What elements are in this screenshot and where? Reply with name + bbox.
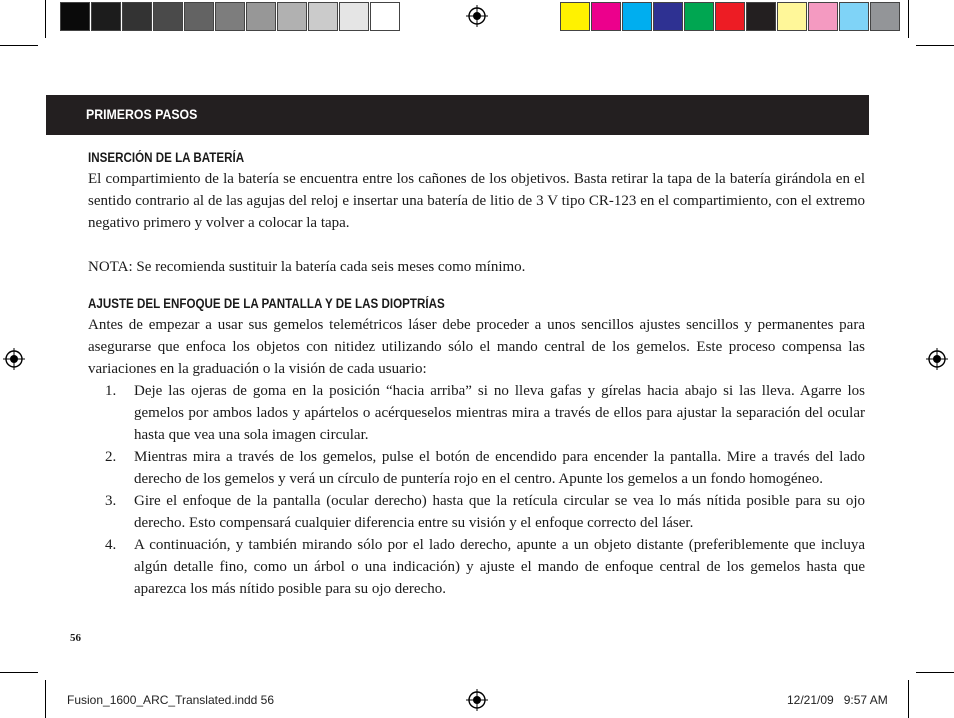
crop-mark	[916, 672, 954, 673]
color-swatch	[653, 2, 683, 31]
crop-mark	[908, 0, 909, 38]
color-swatch	[746, 2, 776, 31]
crop-mark	[908, 680, 909, 718]
battery-paragraph: El compartimiento de la batería se encuentra entre los cañones de los objetivos. Basta retirar la tapa de la batería girándola en el sentido contrario al de las agujas del reloj e insertar una batería de litio de 3 V tipo CR-123 en el compartimiento, con el extremo negativo primero y volver a colocar la tapa.	[88, 171, 865, 231]
list-item: 4. A continuación, y también mirando sólo por el lado derecho, apunte a un objeto distante (preferiblemente que incluya algún detalle fino, como un árbol o una indicación) y ajuste el mando de enfoque central de los gemelos hasta que aparezca los más nítido posible para su ojo derecho.	[105, 537, 865, 597]
focus-intro: Antes de empezar a usar sus gemelos telemétricos láser debe proceder a unos sencillos ajustes sencillos y permanentes para asegurarse que enfoca los objetos con nitidez utilizando sólo el mando central de los gemelos. Este proceso compensa las variaciones en la graduación o la visión de cada usuario:	[88, 317, 865, 377]
crop-mark	[0, 672, 38, 673]
color-swatch	[246, 2, 276, 31]
color-swatch	[808, 2, 838, 31]
color-swatch	[715, 2, 745, 31]
battery-note: NOTA: Se recomienda sustituir la batería cada seis meses como mínimo.	[88, 259, 526, 275]
registration-mark-icon	[3, 348, 25, 370]
registration-mark-icon	[466, 5, 488, 27]
section-header-bar	[46, 95, 869, 135]
focus-heading: AJUSTE DEL ENFOQUE DE LA PANTALLA Y DE LAS DIOPTRÍAS	[88, 296, 445, 311]
color-swatch	[60, 2, 90, 31]
list-item: 3. Gire el enfoque de la pantalla (ocular derecho) hasta que la retícula circular se vea lo más nítida posible para su ojo derecho. Esto compensará cualquier diferencia entre su visión y el enfoque correcto del láser.	[105, 493, 865, 531]
crop-mark	[45, 0, 46, 38]
color-swatch	[91, 2, 121, 31]
registration-mark-icon	[926, 348, 948, 370]
list-item: 2. Mientras mira a través de los gemelos, pulse el botón de encendido para encender la pantalla. Mire a través del lado derecho de los gemelos y verá un círculo de puntería rojo en el centro. Apunte los gemelos a un fondo homogéneo.	[105, 449, 865, 487]
date-slug: 12/21/09 9:57 AM	[787, 693, 888, 707]
color-swatch	[184, 2, 214, 31]
color-swatch	[277, 2, 307, 31]
color-swatch	[777, 2, 807, 31]
file-slug: Fusion_1600_ARC_Translated.indd 56	[67, 693, 275, 707]
crop-mark	[45, 680, 46, 718]
color-swatch	[215, 2, 245, 31]
list-item: 1. Deje las ojeras de goma en la posición “hacia arriba” si no lleva gafas y gírelas hacia abajo si las lleva. Agarre los gemelos por ambos lados y apártelos o acérqueselos mientras mira a través de ellos para ajustar la separación del ocular hasta que vea una sola imagen circular.	[105, 383, 865, 443]
focus-steps-list	[88, 380, 865, 600]
color-swatch	[684, 2, 714, 31]
battery-heading: INSERCIÓN DE LA BATERÍA	[88, 150, 245, 165]
crop-mark	[916, 45, 954, 46]
color-swatch	[339, 2, 369, 31]
color-swatch	[308, 2, 338, 31]
color-swatch	[591, 2, 621, 31]
page-number: 56	[70, 632, 81, 644]
color-swatch	[122, 2, 152, 31]
process-color-bar	[560, 0, 901, 33]
color-swatch	[839, 2, 869, 31]
page-content	[88, 148, 865, 600]
grayscale-color-bar	[60, 0, 401, 33]
registration-mark-icon	[466, 689, 488, 711]
color-swatch	[153, 2, 183, 31]
crop-mark	[0, 45, 38, 46]
color-swatch	[560, 2, 590, 31]
section-title: PRIMEROS PASOS	[86, 106, 198, 122]
color-swatch	[870, 2, 900, 31]
color-swatch	[622, 2, 652, 31]
color-swatch	[370, 2, 400, 31]
